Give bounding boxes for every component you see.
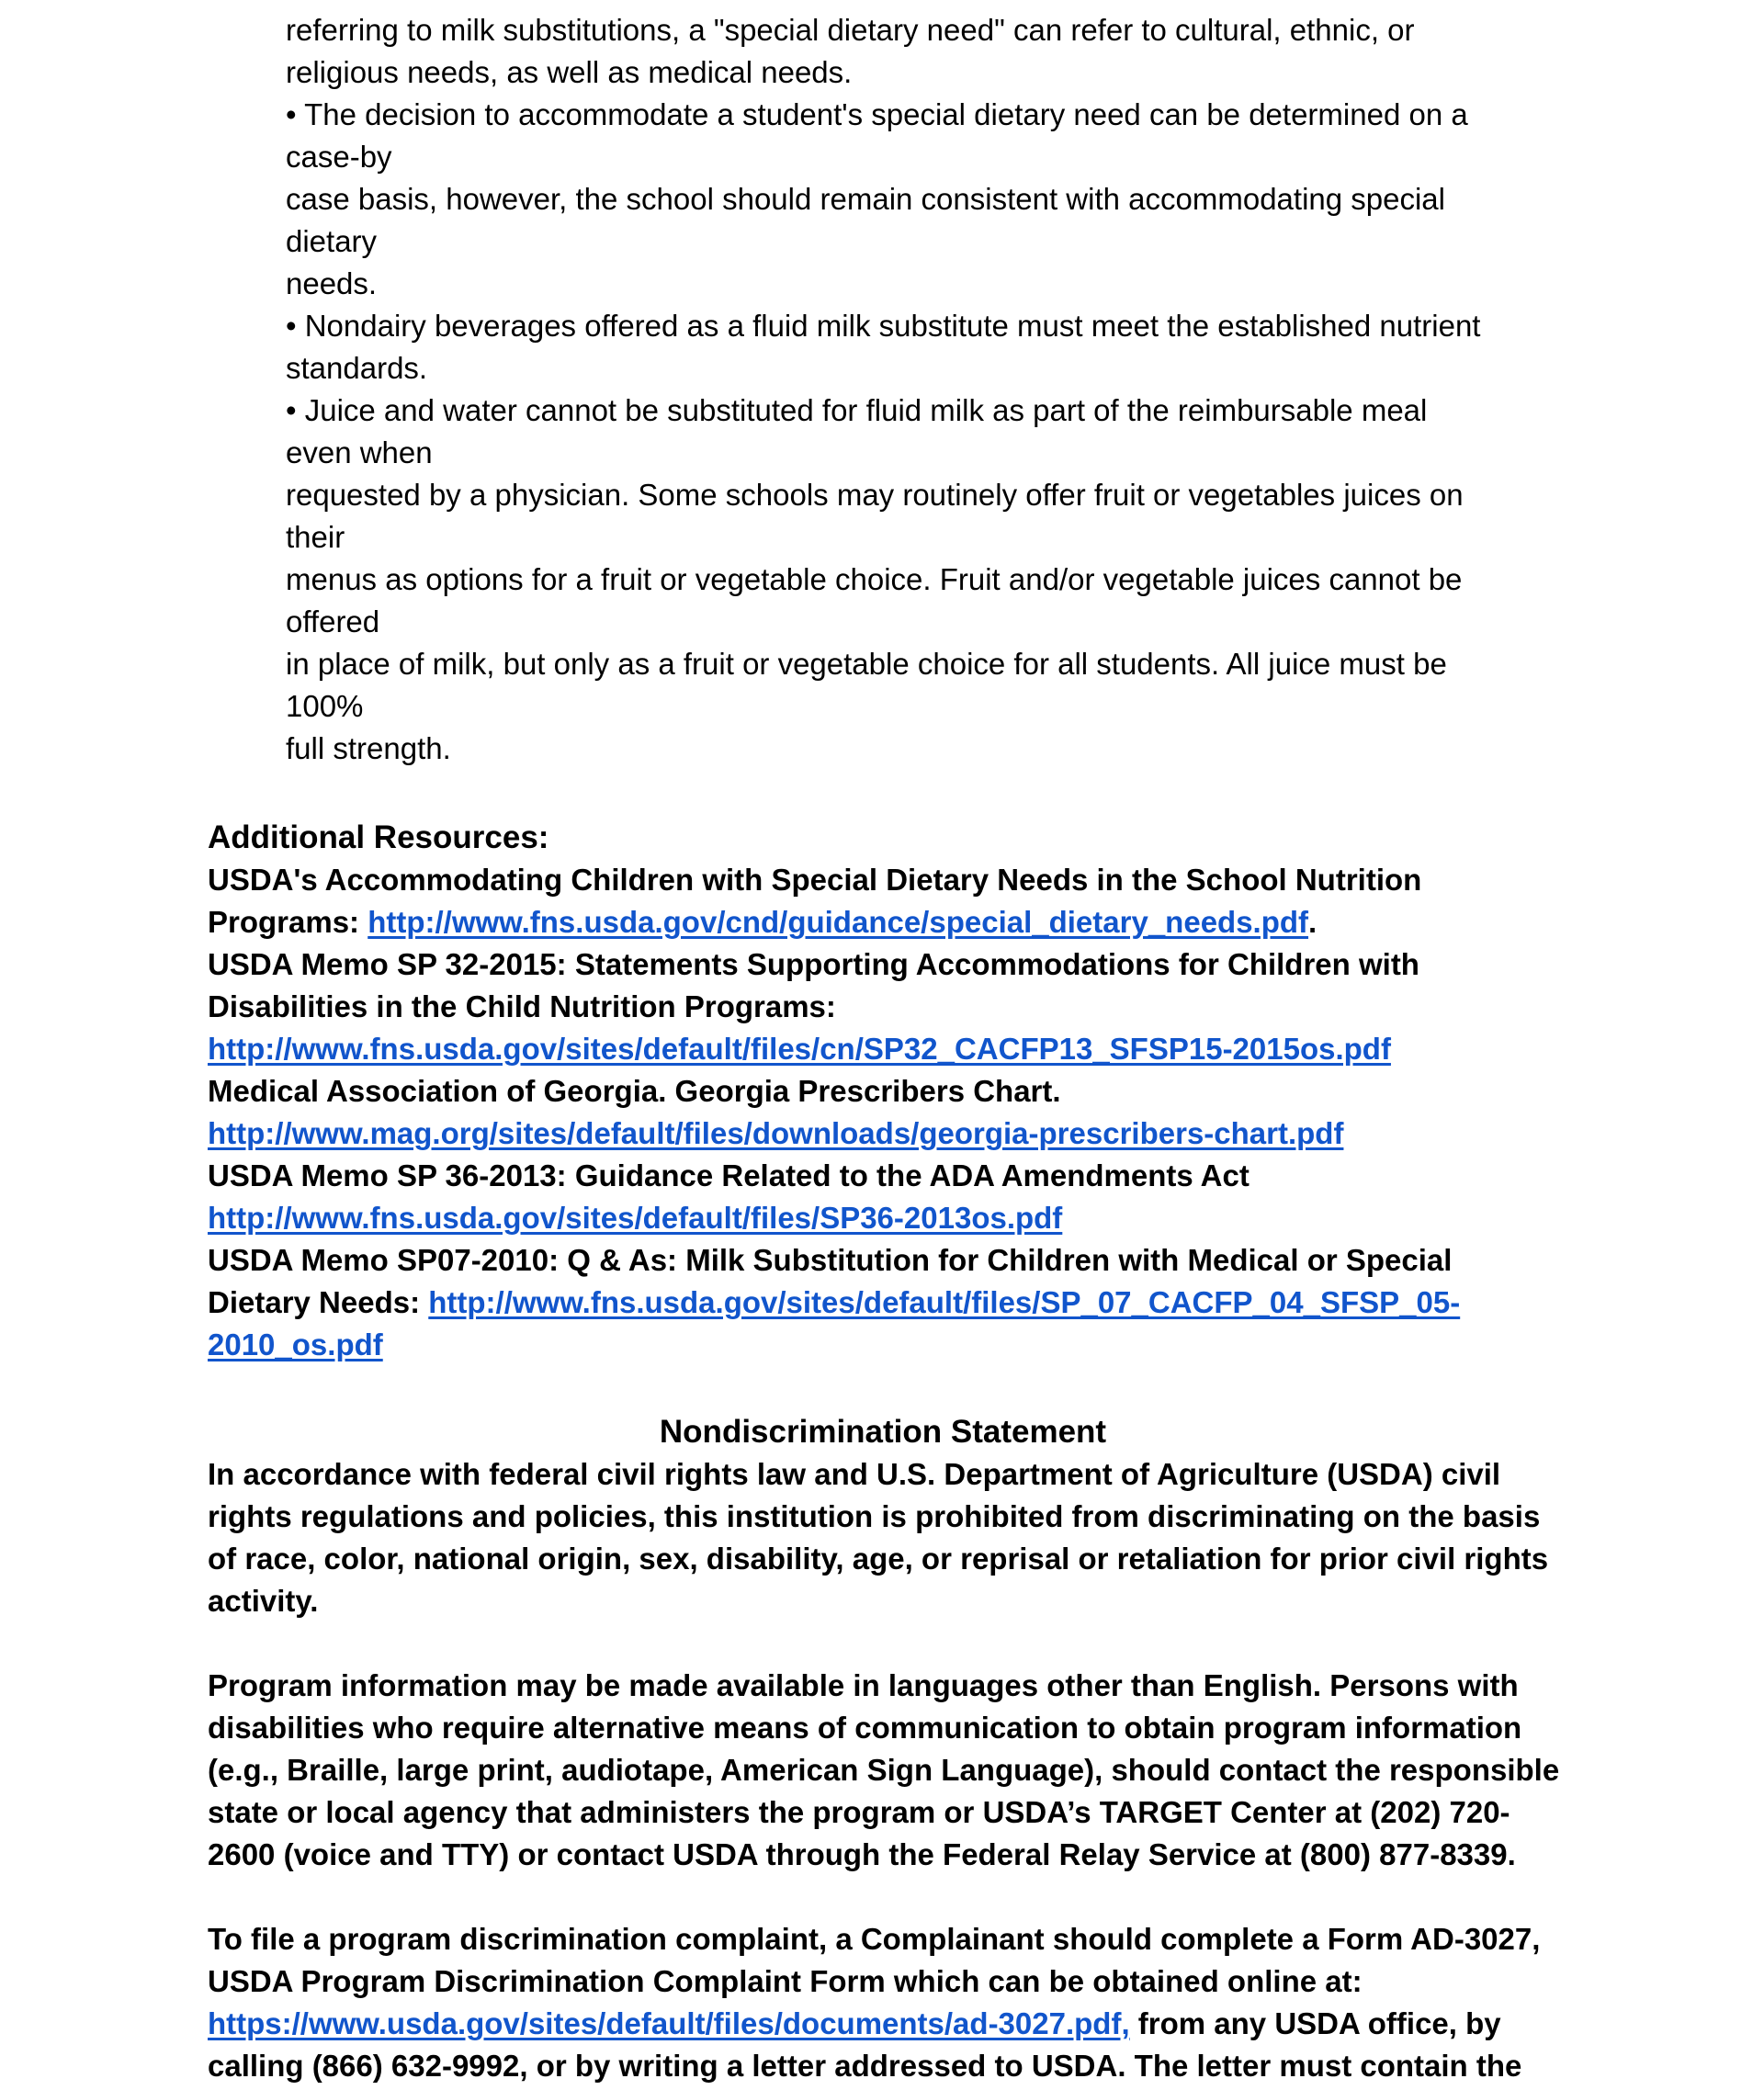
bullet-line: religious needs, as well as medical needs.: [286, 55, 853, 89]
resource-punctuation: .: [1308, 905, 1317, 939]
bullet-line: case basis, however, the school should remain consistent with accommodating special: [286, 182, 1445, 216]
paragraph-line: 2600 (voice and TTY) or contact USDA through the Federal Relay Service at (800) 877-8339.: [208, 1837, 1516, 1871]
paragraph-gap: [208, 1622, 1586, 1665]
additional-resources-section: [208, 817, 1586, 1366]
paragraph-gap: [208, 1876, 1586, 1918]
paragraph-line: activity.: [208, 1584, 319, 1618]
paragraph-line: (e.g., Braille, large print, audiotape, American Sign Language), should contact the responsible: [208, 1753, 1560, 1787]
resource-line: [208, 1324, 1586, 1366]
paragraph-line: In accordance with federal civil rights law and U.S. Department of Agriculture (USDA) civil: [208, 1457, 1501, 1491]
sp36-2013-memo-link[interactable]: http://www.fns.usda.gov/sites/default/files/SP36-2013os.pdf: [208, 1201, 1063, 1235]
bullet-line: requested by a physician. Some schools may routinely offer fruit or vegetables juices on: [286, 478, 1464, 512]
paragraph-line: Program information may be made available in languages other than English. Persons with: [208, 1668, 1519, 1702]
bullet-line: offered: [286, 604, 380, 638]
resource-title: USDA Memo SP 36-2013: Guidance Related to the ADA Amendments Act: [208, 1158, 1250, 1192]
paragraph-line: disabilities who require alternative means of communication to obtain program information: [208, 1711, 1522, 1745]
resource-label: Dietary Needs:: [208, 1285, 429, 1319]
bullet-line: full strength.: [286, 731, 451, 765]
resource-title: Disabilities in the Child Nutrition Programs:: [208, 989, 836, 1023]
resource-line: [208, 1113, 1586, 1155]
nondiscrimination-title: Nondiscrimination Statement: [659, 1414, 1107, 1450]
bullet-line: dietary: [286, 224, 378, 258]
bullet-line: menus as options for a fruit or vegetable choice. Fruit and/or vegetable juices cannot be: [286, 562, 1463, 596]
bullet-line: • The decision to accommodate a student's special dietary need can be determined on a: [286, 97, 1468, 131]
resource-line: [208, 901, 1586, 943]
bullet-line: in place of milk, but only as a fruit or vegetable choice for all students. All juice must be: [286, 647, 1447, 681]
georgia-prescribers-chart-link[interactable]: http://www.mag.org/sites/default/files/downloads/georgia-prescribers-chart.pdf: [208, 1116, 1344, 1150]
resource-title: USDA Memo SP 32-2015: Statements Supporting Accommodations for Children with: [208, 947, 1419, 981]
paragraph-text: from any USDA office, by: [1129, 2006, 1501, 2040]
resource-line: [208, 1028, 1586, 1070]
bullet-line: even when: [286, 435, 433, 469]
sp07-2010-memo-link[interactable]: http://www.fns.usda.gov/sites/default/files/SP_07_CACFP_04_SFSP_05-: [428, 1285, 1461, 1319]
bullet-line: case-by: [286, 140, 392, 174]
resource-title: Medical Association of Georgia. Georgia Prescribers Chart.: [208, 1074, 1061, 1108]
bullet-line: their: [286, 520, 345, 554]
resource-label: Programs:: [208, 905, 368, 939]
paragraph-line: rights regulations and policies, this institution is prohibited from discriminating on the basis: [208, 1499, 1541, 1533]
ad-3027-form-link[interactable]: https://www.usda.gov/sites/default/files/documents/ad-3027.pdf,: [208, 2006, 1130, 2040]
bullet-line: standards.: [286, 351, 428, 385]
bullet-line: referring to milk substitutions, a "special dietary need" can refer to cultural, ethnic, or: [286, 13, 1415, 47]
bullet-line: • Juice and water cannot be substituted for fluid milk as part of the reimbursable meal: [286, 393, 1428, 427]
paragraph-line: of race, color, national origin, sex, disability, age, or reprisal or retaliation for prior civil rights: [208, 1542, 1549, 1576]
resources-heading: Additional Resources:: [208, 819, 549, 855]
sp07-2010-memo-link-continued[interactable]: 2010_os.pdf: [208, 1327, 383, 1361]
milk-substitution-bullets: [286, 9, 1572, 770]
sp32-2015-memo-link[interactable]: http://www.fns.usda.gov/sites/default/files/cn/SP32_CACFP13_SFSP15-2015os.pdf: [208, 1032, 1391, 1066]
resource-line: [208, 1197, 1586, 1239]
nondiscrimination-section: [208, 1411, 1586, 2087]
paragraph-line: state or local agency that administers the program or USDA’s TARGET Center at (202) 720-: [208, 1795, 1510, 1829]
resource-line: [208, 1282, 1586, 1324]
paragraph-line: calling (866) 632-9992, or by writing a letter addressed to USDA. The letter must contain the: [208, 2049, 1522, 2083]
bullet-line: • Nondairy beverages offered as a fluid milk substitute must meet the established nutrient: [286, 309, 1481, 343]
paragraph-line: [208, 2003, 1586, 2045]
paragraph-line: USDA Program Discrimination Complaint Form which can be obtained online at:: [208, 1964, 1363, 1998]
bullet-line: 100%: [286, 689, 364, 723]
resource-title: USDA's Accommodating Children with Special Dietary Needs in the School Nutrition: [208, 863, 1422, 897]
paragraph-line: To file a program discrimination complaint, a Complainant should complete a Form AD-3027,: [208, 1922, 1541, 1956]
bullet-line: needs.: [286, 266, 378, 300]
special-dietary-needs-link[interactable]: http://www.fns.usda.gov/cnd/guidance/special_dietary_needs.pdf: [368, 905, 1309, 939]
resource-title: USDA Memo SP07-2010: Q & As: Milk Substitution for Children with Medical or Special: [208, 1243, 1453, 1277]
